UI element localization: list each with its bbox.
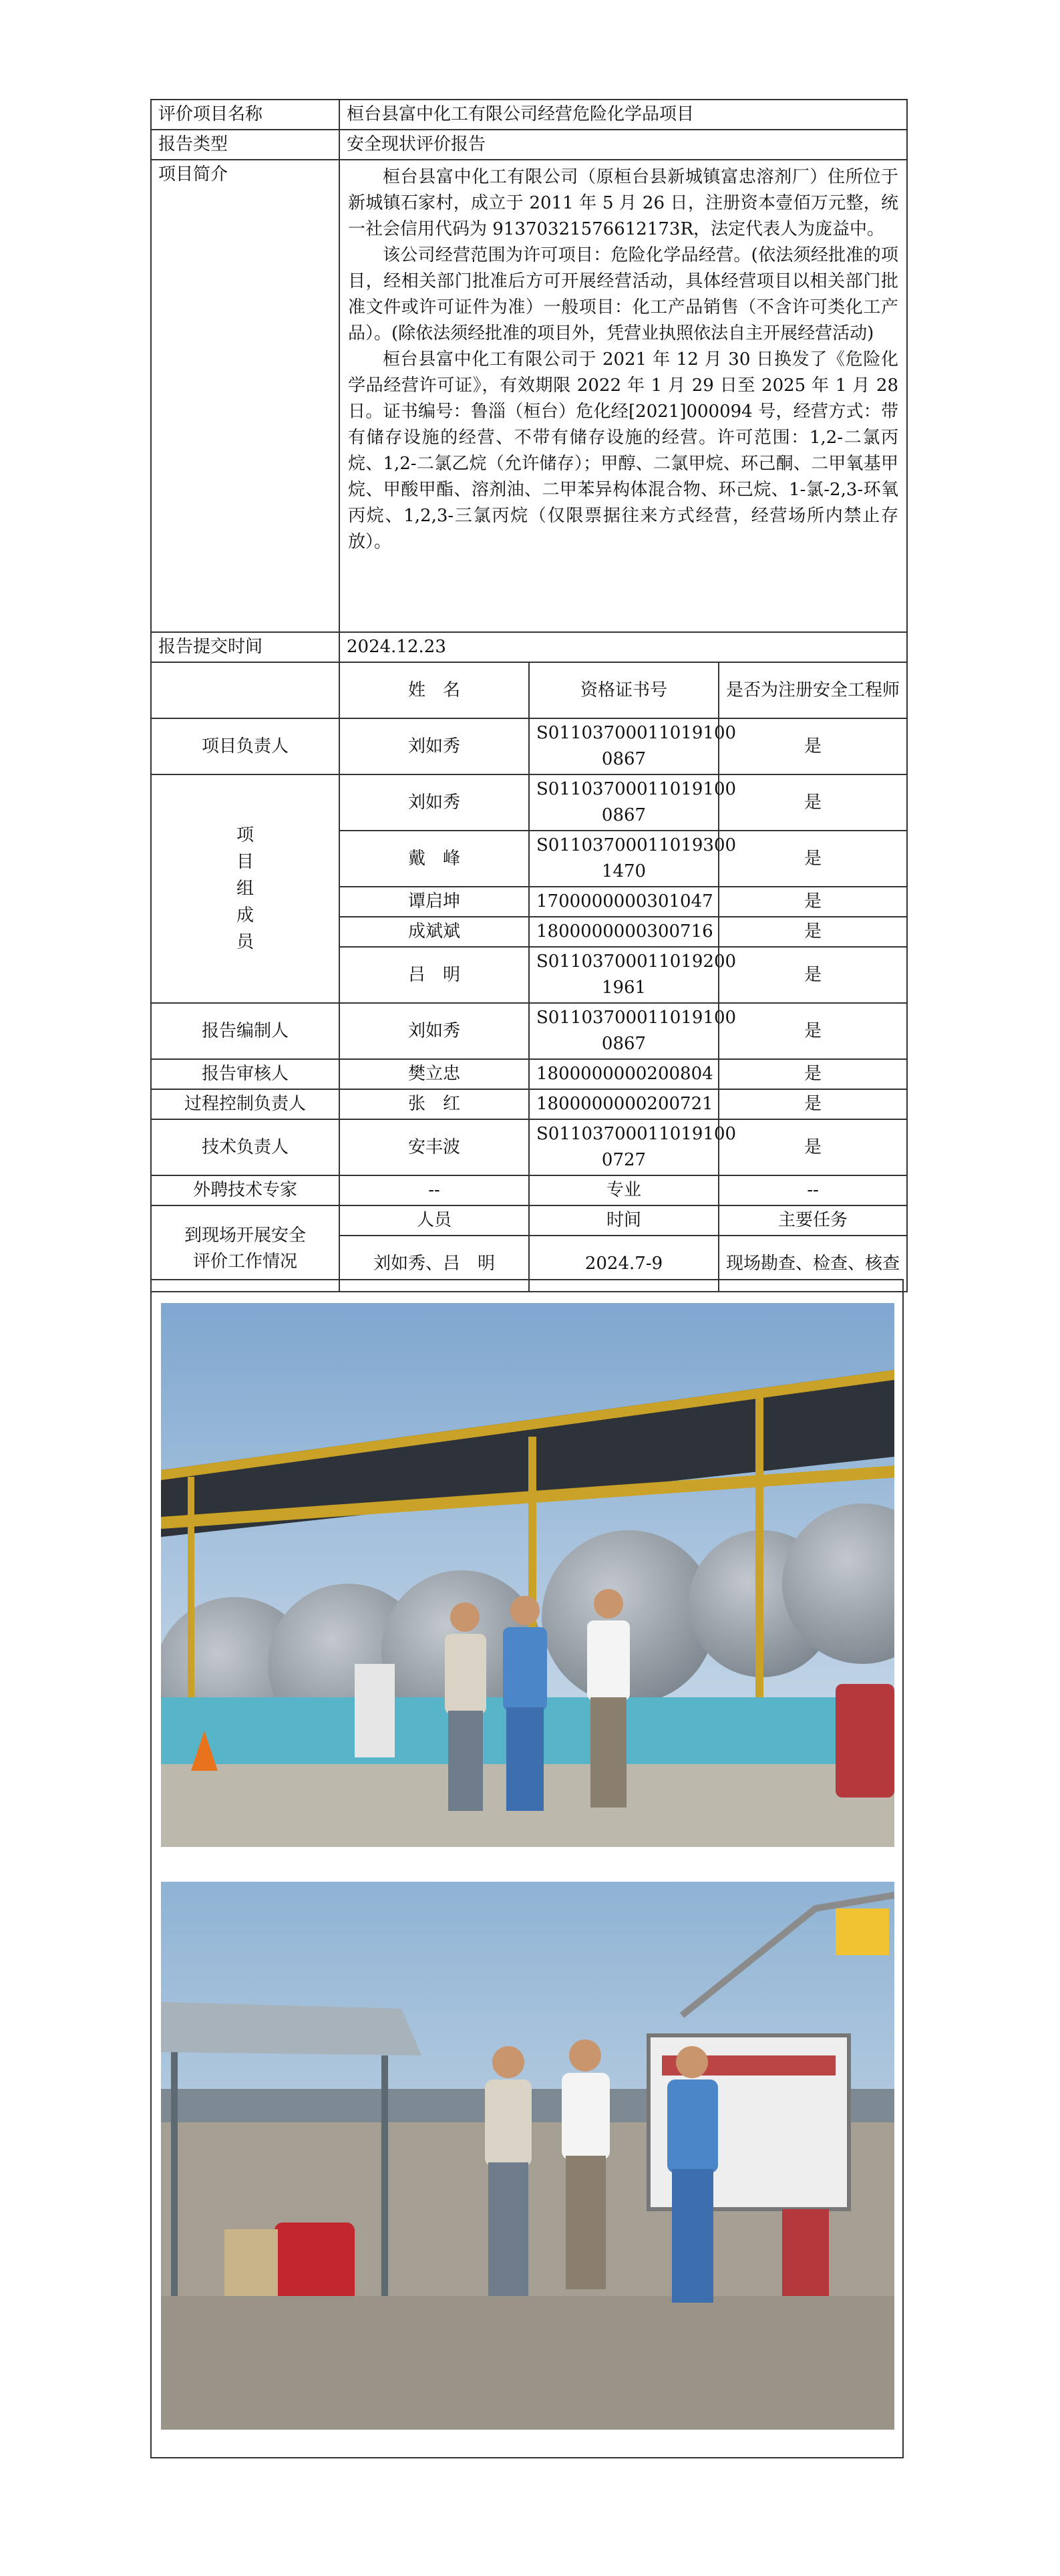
submit-time-value: 2024.12.23 — [339, 632, 907, 662]
reviewer-cert: 1800000000200804 — [529, 1059, 719, 1089]
team-member-cert — [529, 831, 737, 887]
leader-name: 刘如秀 — [339, 718, 529, 774]
team-member-reg: 是 — [719, 887, 907, 917]
leader-reg: 是 — [719, 718, 907, 774]
team-label-char: 组 — [236, 879, 254, 899]
tech-cert — [529, 1119, 737, 1175]
report-type-label: 报告类型 — [151, 130, 339, 160]
intro-label: 项目简介 — [151, 160, 339, 632]
leader-label: 项目负责人 — [151, 718, 339, 774]
cert-line-1: S01103700011019200 — [536, 952, 737, 972]
site-header-person: 人员 — [339, 1205, 529, 1236]
team-member-name: 吕 明 — [339, 947, 529, 1003]
site-photo-fire-station-image — [161, 1882, 894, 2430]
cert-line-1: S01103700011019100 — [536, 1124, 737, 1144]
cert-line-1: S01103700011019100 — [536, 1008, 737, 1028]
header-cert: 资格证书号 — [529, 662, 719, 718]
leader-cert-line-1: S01103700011019100 — [536, 723, 737, 743]
photo-frame — [150, 1279, 904, 2458]
site-photo-tanks-image — [161, 1303, 894, 1847]
cert-line-2: 0727 — [601, 1150, 647, 1170]
expert-field: 专业 — [529, 1175, 719, 1205]
person-3 — [667, 2046, 718, 2303]
intro-paragraph-1: 桓台县富中化工有限公司（原桓台县新城镇富忠溶剂厂）住所位于新城镇石家村，成立于 2011 年 5 月 26 日，注册资本壹佰万元整，统一社会信用代码为 91370321576612173R，法定代表人为庞益中。 — [348, 167, 898, 239]
reviewer-label: 报告审核人 — [151, 1059, 339, 1089]
leader-cert-line-2: 0867 — [601, 749, 647, 769]
intro-paragraph-3: 桓台县富中化工有限公司于 2021 年 12 月 30 日换发了《危险化学品经营许可证》，有效期限 2022 年 1 月 29 日至 2025 年 1 月 28 日。证书编号：鲁淄（桓台）危化经[2021]000094 号，经营方式：带有储存设施的经营、不带有储存设施的经营。许可范围：1,2-二氯丙烷、1,2-二氯乙烷（允许储存）；甲醇、二氯甲烷、环己酮、二甲氧基甲烷、甲酸甲酯、溶剂油、二甲苯异构体混合物、环己烷、1-氯-2,3-环氧丙烷、1,2,3-三氯丙烷（仅限票据往来方式经营，经营场所内禁止存放）。 — [348, 349, 898, 552]
person-2 — [562, 2039, 610, 2289]
team-member-name: 戴 峰 — [339, 831, 529, 887]
report-type-value: 安全现状评价报告 — [339, 130, 907, 160]
expert-name: -- — [339, 1175, 529, 1205]
process-name: 张 红 — [339, 1089, 529, 1119]
team-member-reg: 是 — [719, 831, 907, 887]
team-label-char: 项 — [236, 825, 254, 845]
person-3 — [587, 1589, 630, 1808]
team-member-cert — [529, 774, 737, 831]
site-header-time: 时间 — [529, 1205, 719, 1236]
intro-paragraph-2: 该公司经营范围为许可项目：危险化学品经营。(依法须经批准的项目，经相关部门批准后方可开展经营活动，具体经营项目以相关部门批准文件或许可证件为准）一般项目：化工产品销售（不含许可类化工产品）。(除依法须经批准的项目外，凭营业执照依法自主开展经营活动) — [348, 245, 898, 343]
cert-line-1: S01103700011019100 — [536, 779, 737, 799]
tech-label: 技术负责人 — [151, 1119, 339, 1175]
site-person: 刘如秀、吕 明 — [339, 1236, 529, 1292]
process-cert: 1800000000200721 — [529, 1089, 719, 1119]
team-member-name: 刘如秀 — [339, 774, 529, 831]
team-label — [151, 774, 339, 1003]
header-registered: 是否为注册安全工程师 — [719, 662, 907, 718]
tech-name: 安丰波 — [339, 1119, 529, 1175]
tech-reg: 是 — [719, 1119, 907, 1175]
cert-line-1: S01103700011019300 — [536, 835, 737, 855]
header-blank — [151, 662, 339, 718]
cert-line-2: 1470 — [601, 861, 647, 881]
team-member-reg: 是 — [719, 947, 907, 1003]
cert-line-2: 1961 — [601, 978, 647, 998]
team-label-char: 员 — [236, 932, 254, 952]
cert-line-2: 0867 — [601, 805, 647, 825]
intro-text — [339, 160, 907, 632]
compiler-reg: 是 — [719, 1003, 907, 1059]
team-member-name: 谭启坤 — [339, 887, 529, 917]
team-label-char: 成 — [236, 905, 254, 925]
site-photo-tanks — [161, 1303, 894, 1847]
reviewer-name: 樊立忠 — [339, 1059, 529, 1089]
cert-line-2: 0867 — [601, 1034, 647, 1054]
submit-time-label: 报告提交时间 — [151, 632, 339, 662]
process-label: 过程控制负责人 — [151, 1089, 339, 1119]
team-member-cert: 1800000000300716 — [529, 917, 719, 947]
site-photo-fire-station — [161, 1882, 894, 2430]
team-label-char: 目 — [236, 852, 254, 872]
site-label-line-1: 到现场开展安全 — [184, 1225, 306, 1246]
leader-cert — [529, 718, 737, 774]
expert-value: -- — [719, 1175, 907, 1205]
team-member-cert: 1700000000301047 — [529, 887, 719, 917]
report-info-table — [150, 99, 908, 1292]
compiler-cert — [529, 1003, 737, 1059]
team-member-cert — [529, 947, 737, 1003]
person-1 — [485, 2046, 532, 2296]
header-name: 姓 名 — [339, 662, 529, 718]
process-reg: 是 — [719, 1089, 907, 1119]
team-member-reg: 是 — [719, 774, 907, 831]
compiler-name: 刘如秀 — [339, 1003, 529, 1059]
site-time: 2024.7-9 — [529, 1236, 719, 1292]
site-task: 现场勘查、检查、核查 — [719, 1236, 907, 1292]
expert-label: 外聘技术专家 — [151, 1175, 339, 1205]
person-2 — [503, 1596, 547, 1811]
site-header-task: 主要任务 — [719, 1205, 907, 1236]
site-label-line-2: 评价工作情况 — [192, 1251, 297, 1272]
team-member-reg: 是 — [719, 917, 907, 947]
reviewer-reg: 是 — [719, 1059, 907, 1089]
project-name-label: 评价项目名称 — [151, 100, 339, 130]
team-member-name: 成斌斌 — [339, 917, 529, 947]
project-name-value: 桓台县富中化工有限公司经营危险化学品项目 — [339, 100, 907, 130]
compiler-label: 报告编制人 — [151, 1003, 339, 1059]
